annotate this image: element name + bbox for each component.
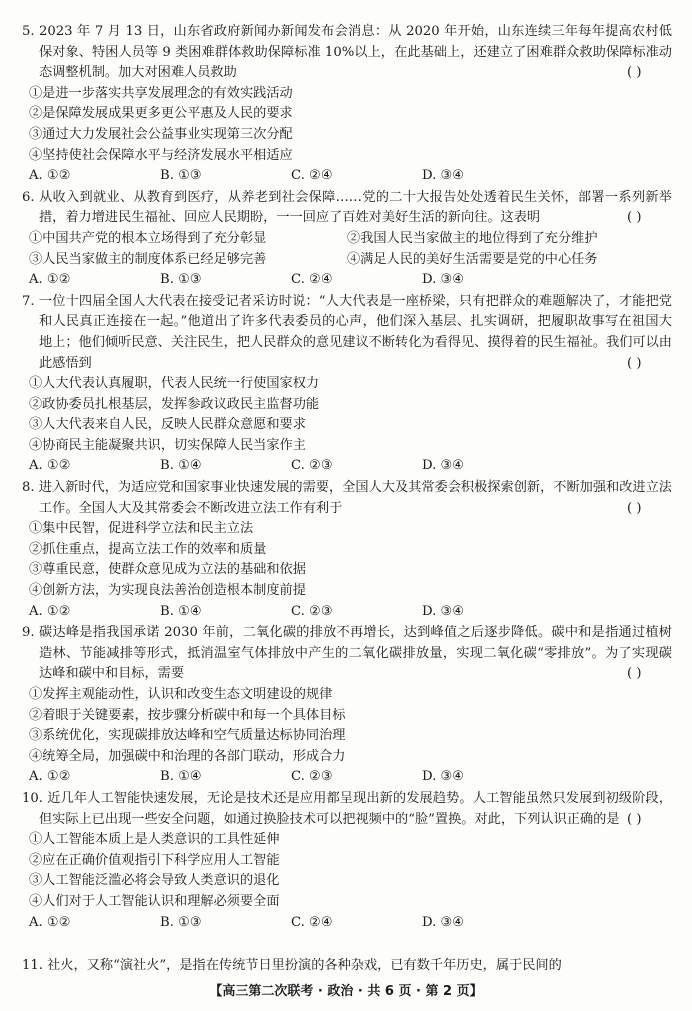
- question-stem: 8. 进入新时代，为适应党和国家事业快速发展的需要，全国人大及其常委会积极探索创新，不断加强和改进立法工作。全国人大及其常委会不断改进立法工作有利于: [22, 480, 672, 516]
- choice-d: D. ③④: [422, 272, 465, 288]
- choice-a: A. ①②: [29, 603, 71, 619]
- option-2: ②抓住重点，提高立法工作的效率和质量: [29, 541, 267, 557]
- choice-c: C. ②③: [291, 769, 333, 785]
- option-4: ④满足人民的美好生活需要是党的中心任务: [347, 251, 598, 267]
- question-stem: 7. 一位十四届全国人大代表在接受记者采访时说：“人大代表是一座桥梁，只有把群众的难题解决了，才能把党和人民真正连接在一起。”他道出了许多代表委员的心声，他们深入基层、扎实调研，把履职故事写在祖国大地上；他们倾听民意、关注民生，把人民群众的意见建议不断转化为看得见、摸得着的民生福祉。我们可以由此感悟到: [22, 293, 672, 371]
- question-stem: 9. 碳达峰是指我国承诺 2030 年前，二氧化碳的排放不再增长，达到峰值之后逐步降低。碳中和是指通过植树造林、节能减排等形式，抵消温室气体排放中产生的二氧化碳排放量，实现二氧化碳“零排放”。为了实现碳达峰和碳中和目标，需要: [22, 625, 672, 682]
- answer-choices: [22, 767, 672, 788]
- answer-choices: [22, 913, 672, 934]
- option-3: ③人工智能泛滥必将会导致人类意识的退化: [29, 873, 280, 889]
- choice-c: C. ②③: [291, 603, 333, 619]
- choice-b: B. ①④: [160, 603, 202, 619]
- question-6: 6. 从收入到就业、从教育到医疗，从养老到社会保障……党的二十大报告处处透着民生关怀，部署一系列新举措，着力增进民生福祉、回应人民期盼，一一回应了百姓对美好生活的新向往。这表明 ( ) ①中国共产党的根本立场得到了充分彰显 ②我国人民当家做主的地位得到了充分维护 ③人民当家做主的制度体系已经足够完善 ④满足人民的美好生活需要是党的中心任务 A. ①② B. ①③ C. ②④ D. ③④: [22, 188, 672, 291]
- question-7: 7. 一位十四届全国人大代表在接受记者采访时说：“人大代表是一座桥梁，只有把群众的难题解决了，才能把党和人民真正连接在一起。”他道出了许多代表委员的心声，他们深入基层、扎实调研，把履职故事写在祖国大地上；他们倾听民意、关注民生，把人民群众的意见建议不断转化为看得见、摸得着的民生福祉。我们可以由此感悟到 ( ) ①人大代表认真履职，代表人民统一行使国家权力 ②政协委员扎根基层，发挥参政议政民主监督功能 ③人大代表来自人民，反映人民群众意愿和要求 ④协商民主能凝聚共识，切实保障人民当家作主 A. ①② B. ①④ C. ②③ D. ③④: [22, 292, 672, 477]
- option-4: ④创新方法，为实现良法善治创造根本制度前提: [29, 583, 306, 599]
- option-4: ④坚持使社会保障水平与经济发展水平相适应: [29, 147, 293, 163]
- choice-a: A. ①②: [29, 458, 71, 474]
- choice-d: D. ③④: [422, 603, 465, 619]
- choice-b: B. ①③: [160, 914, 202, 930]
- choice-c: C. ②④: [291, 914, 333, 930]
- option-1: ①是进一步落实共享发展理念的有效实践活动: [29, 85, 293, 101]
- option-2: ②着眼于关键要素，按步骤分析碳中和每一个具体目标: [29, 707, 346, 723]
- question-9: 9. 碳达峰是指我国承诺 2030 年前，二氧化碳的排放不再增长，达到峰值之后逐步降低。碳中和是指通过植树造林、节能减排等形式，抵消温室气体排放中产生的二氧化碳排放量，实现二氧化碳“零排放”。为了实现碳达峰和碳中和目标，需要 ( ) ①发挥主观能动性，认识和改变生态文明建设的规律 ②着眼于关键要素，按步骤分析碳中和每一个具体目标 ③系统优化，实现碳排放达峰和空气质量达标协同治理 ④统筹全局，加强碳中和治理的各部门联动，形成合力 A. ①② B. ①④ C. ②③ D. ③④: [22, 623, 672, 788]
- choice-d: D. ③④: [422, 914, 465, 930]
- option-3: ③人大代表来自人民，反映人民群众意愿和要求: [29, 417, 306, 433]
- option-row: [22, 250, 672, 271]
- question-list: [22, 22, 672, 934]
- answer-choices: [22, 166, 672, 187]
- page-footer: 【高三第二次联考 · 政治 · 共 6 页 · 第 2 页】: [209, 984, 483, 999]
- choice-a: A. ①②: [29, 914, 71, 930]
- option-1: ①中国共产党的根本立场得到了充分彰显: [29, 230, 267, 246]
- question-stem: 5. 2023 年 7 月 13 日，山东省政府新闻办新闻发布会消息：从 2020 年开始，山东连续三年每年提高农村低保对象、特困人员等 9 类困难群体救助保障标准 10%以上，在此基础上，还建立了困难群众救助保障标准动态调整机制。加大对困难人员救助: [22, 24, 672, 81]
- choice-a: A. ①②: [29, 272, 71, 288]
- choice-a: A. ①②: [29, 168, 71, 184]
- question-5: 5. 2023 年 7 月 13 日，山东省政府新闻办新闻发布会消息：从 2020 年开始，山东连续三年每年提高农村低保对象、特困人员等 9 类困难群体救助保障标准 10%以上，在此基础上，还建立了困难群众救助保障标准动态调整机制。加大对困难人员救助 ( ) ①是进一步落实共享发展理念的有效实践活动 ②是保障发展成果更多更公平惠及人民的要求 ③通过大力发展社会公益事业实现第三次分配 ④坚持使社会保障水平与经济发展水平相适应 A. ①② B. ①③ C. ②④ D. ③④: [22, 22, 672, 187]
- option-1: ①人工智能本质上是人类意识的工具性延伸: [29, 832, 280, 848]
- choice-b: B. ①③: [160, 168, 202, 184]
- choice-c: C. ②④: [291, 168, 333, 184]
- option-1: ①人大代表认真履职，代表人民统一行使国家权力: [29, 376, 320, 392]
- choice-a: A. ①②: [29, 769, 71, 785]
- question-11-partial: 11. 社火，又称“演社火”，是指在传统节日里扮演的各种杂戏，已有数千年历史，属于民间的: [22, 958, 562, 973]
- option-2: ②应在正确价值观指引下科学应用人工智能: [29, 852, 280, 868]
- option-2: ②我国人民当家做主的地位得到了充分维护: [347, 230, 598, 246]
- question-stem: 10. 近几年人工智能快速发展，无论是技术还是应用都呈现出新的发展趋势。人工智能虽然只发展到初级阶段，但实际上已出现一些安全问题，如通过换脸技术可以把视频中的“脸”置换。对此，下列认识正确的是: [22, 790, 672, 827]
- choice-d: D. ③④: [422, 458, 465, 474]
- option-row: [22, 229, 672, 250]
- option-4: ④协商民主能凝聚共识，切实保障人民当家作主: [29, 437, 306, 453]
- answer-choices: [22, 456, 672, 477]
- option-3: ③人民当家做主的制度体系已经足够完善: [29, 251, 267, 267]
- option-1: ①发挥主观能动性，认识和改变生态文明建设的规律: [29, 687, 333, 702]
- answer-choices: [22, 602, 672, 623]
- option-2: ②是保障发展成果更多更公平惠及人民的要求: [29, 106, 293, 122]
- option-3: ③通过大力发展社会公益事业实现第三次分配: [29, 126, 293, 142]
- choice-b: B. ①③: [160, 272, 202, 288]
- question-10: 10. 近几年人工智能快速发展，无论是技术还是应用都呈现出新的发展趋势。人工智能虽然只发展到初级阶段，但实际上已出现一些安全问题，如通过换脸技术可以把视频中的“脸”置换。对此，下列认识正确的是 ( ) ①人工智能本质上是人类意识的工具性延伸 ②应在正确价值观指引下科学应用人工智能 ③人工智能泛滥必将会导致人类意识的退化 ④人们对于人工智能认识和理解必须要全面 A. ①② B. ①③ C. ②④ D. ③④: [22, 789, 672, 933]
- choice-b: B. ①④: [160, 769, 202, 785]
- choice-d: D. ③④: [422, 769, 465, 785]
- question-8: 8. 进入新时代，为适应党和国家事业快速发展的需要，全国人大及其常委会积极探索创新，不断加强和改进立法工作。全国人大及其常委会不断改进立法工作有利于 ( ) ①集中民智，促进科学立法和民主立法 ②抓住重点，提高立法工作的效率和质量 ③尊重民意，使群众意见成为立法的基础和依据 ④创新方法，为实现良法善治创造根本制度前提 A. ①② B. ①④ C. ②③ D. ③④: [22, 478, 672, 622]
- option-2: ②政协委员扎根基层，发挥参政议政民主监督功能: [29, 396, 320, 412]
- choice-b: B. ①④: [160, 458, 202, 474]
- choice-c: C. ②④: [291, 272, 333, 288]
- choice-c: C. ②③: [291, 458, 333, 474]
- choice-d: D. ③④: [422, 168, 465, 184]
- option-4: ④人们对于人工智能认识和理解必须要全面: [29, 893, 280, 909]
- option-3: ③尊重民意，使群众意见成为立法的基础和依据: [29, 562, 306, 578]
- question-stem: 6. 从收入到就业、从教育到医疗，从养老到社会保障……党的二十大报告处处透着民生关怀，部署一系列新举措，着力增进民生福祉、回应人民期盼，一一回应了百姓对美好生活的新向往。这表明: [22, 189, 672, 226]
- option-3: ③系统优化，实现碳排放达峰和空气质量达标协同治理: [29, 728, 346, 744]
- option-1: ①集中民智，促进科学立法和民主立法: [29, 521, 254, 537]
- option-4: ④统筹全局，加强碳中和治理的各部门联动，形成合力: [29, 748, 346, 764]
- answer-choices: [22, 270, 672, 291]
